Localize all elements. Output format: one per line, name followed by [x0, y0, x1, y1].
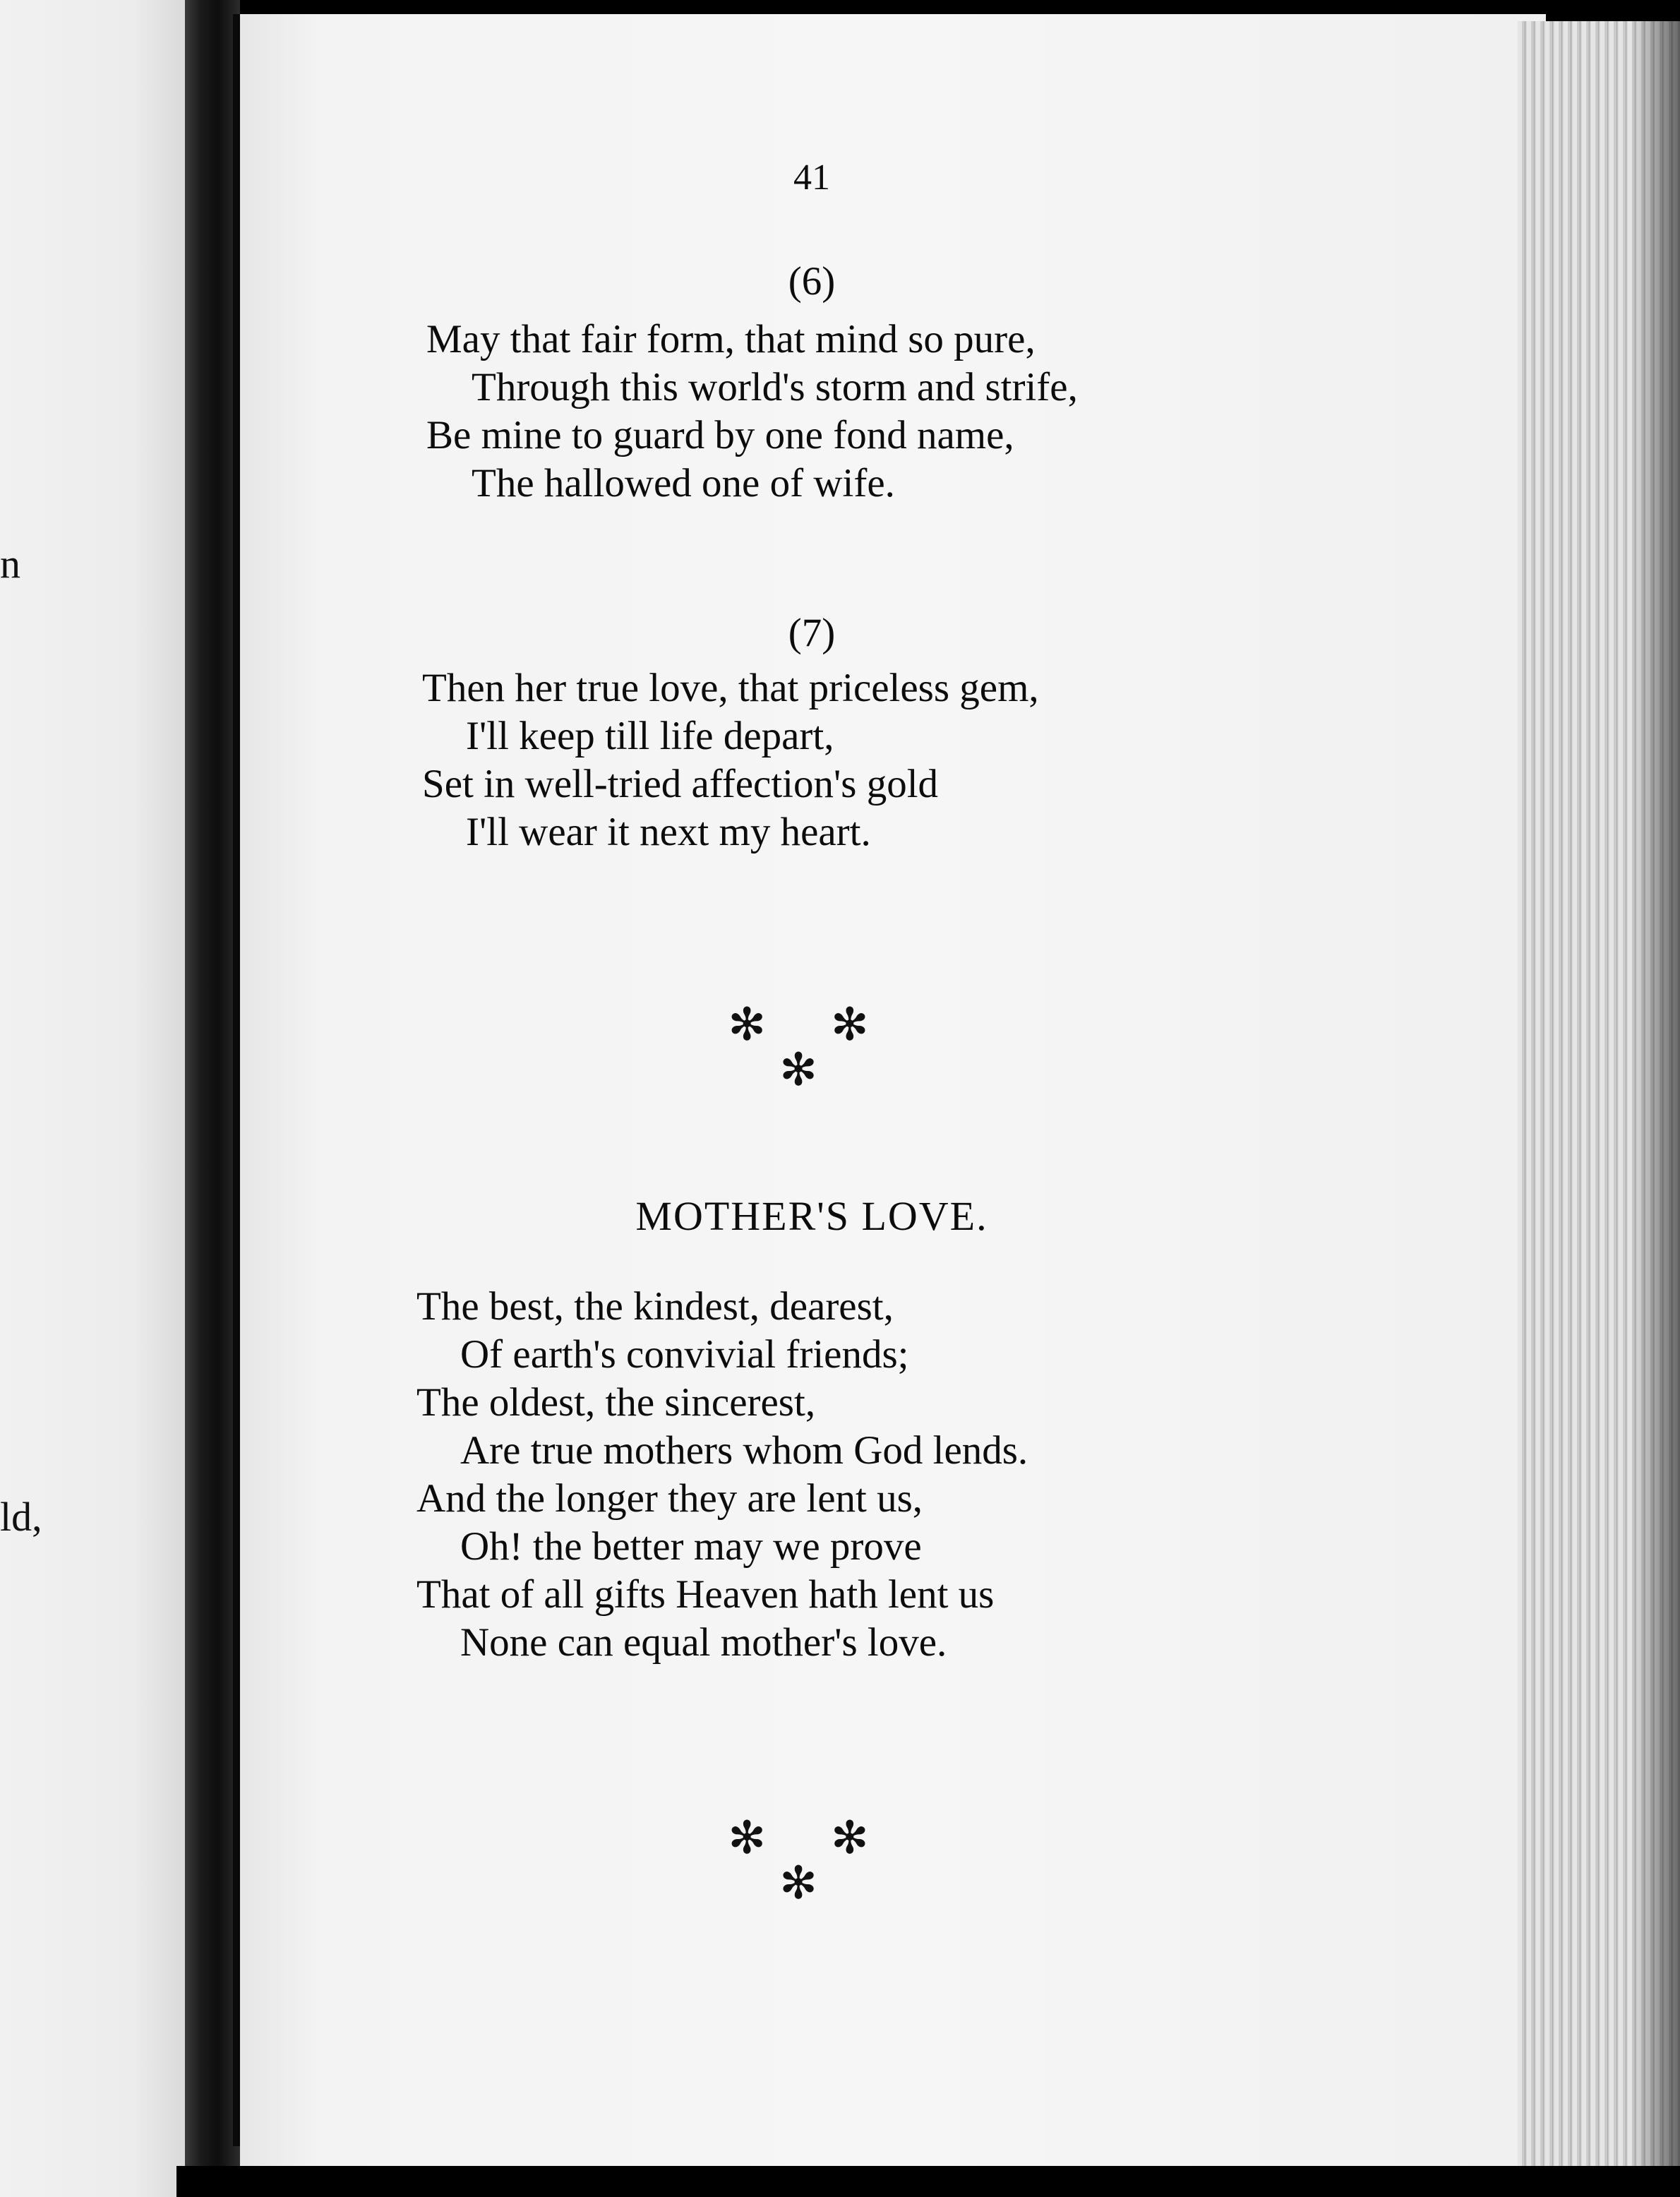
verse-line: May that fair form, that mind so pure, [426, 317, 1036, 361]
verse-line: The oldest, the sincerest, [416, 1380, 816, 1425]
verse-line: None can equal mother's love. [460, 1620, 947, 1665]
page-number: 41 [793, 157, 830, 198]
verse-line: That of all gifts Heaven hath lent us [416, 1572, 995, 1617]
verse-line: Set in well-tried affection's gold [422, 762, 939, 806]
scan-border [176, 2166, 1680, 2197]
left-facing-page [0, 0, 191, 2197]
verse-line: Of earth's convivial friends; [460, 1332, 909, 1377]
verse-line: The best, the kindest, dearest, [416, 1284, 894, 1329]
book-gutter [185, 0, 240, 2197]
verse-line: Oh! the better may we prove [460, 1524, 922, 1569]
verse-line: Through this world's storm and strife, [472, 365, 1078, 409]
left-page-text-fragment: ld, [0, 1494, 42, 1540]
verse-line: Are true mothers whom God lends. [460, 1428, 1028, 1473]
verse-line: I'll wear it next my heart. [466, 810, 871, 854]
page-edges-shadow [1631, 21, 1680, 2197]
verse-line: The hallowed one of wife. [472, 461, 895, 505]
stanza-number: (7) [788, 611, 836, 655]
verse-line: I'll keep till life depart, [466, 714, 834, 758]
poem-title: MOTHER'S LOVE. [635, 1193, 988, 1239]
stanza-number: (6) [788, 259, 836, 304]
verse-line: Then her true love, that priceless gem, [422, 666, 1039, 710]
left-page-text-fragment: n [0, 541, 20, 587]
section-divider-asterisms: ✻ ✻ ✻ [728, 1813, 896, 1908]
section-divider-asterisms: ✻ ✻ ✻ [728, 1000, 896, 1095]
verse-line: And the longer they are lent us, [416, 1476, 923, 1521]
verse-line: Be mine to guard by one fond name, [426, 413, 1014, 457]
